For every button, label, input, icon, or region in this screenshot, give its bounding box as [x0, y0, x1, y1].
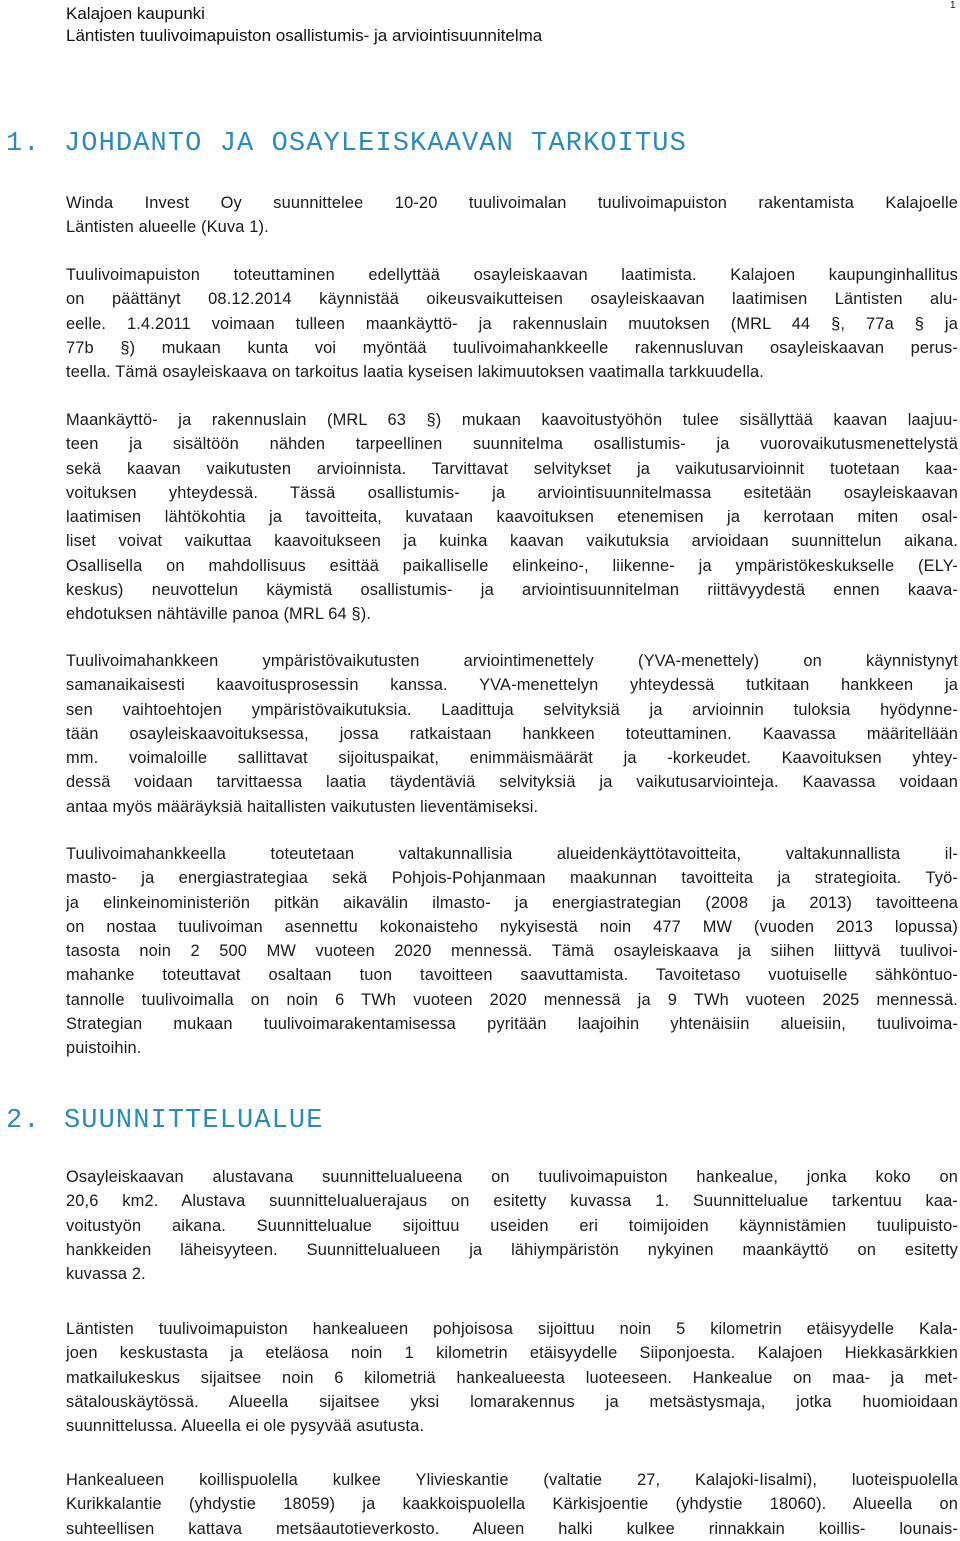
s1-paragraph-2: [66, 263, 958, 384]
s2-paragraph-3: [66, 1468, 958, 1541]
text-line: suhteellisen kattava metsäautotieverkosto. Alueen halki kulkee rinnakkain koillis- lounais-: [66, 1519, 958, 1538]
s1-paragraph-5: [66, 842, 958, 1061]
text-line: Osayleiskaavan alustavana suunnittelualueena on tuulivoimapuiston hankealue, jonka koko on: [66, 1168, 958, 1186]
text-line: liset voivat vaikuttaa kaavoitukseen ja kuinka kaavan vaikutuksia arvioidaan suunnittelun aikana.: [66, 532, 958, 551]
text-line: sätalouskäytössä. Alueella sijaitsee yksi lomarakennus ja metsästysmaja, jotka huomioidaan: [66, 1392, 958, 1411]
text-line: Kurikkalantie (yhdystie 18059) ja kaakkoispuolella Kärkisjoentie (yhdystie 18060). Alueella on: [66, 1495, 958, 1514]
text-line: samanaikaisesti kaavoitusprosessin kanssa. YVA-menettelyn yhteydessä tutkitaan hankkeen ja: [66, 676, 958, 695]
section-1-number: 1.: [6, 129, 41, 159]
text-line: Läntisten alueelle (Kuva 1).: [66, 218, 269, 237]
text-line: antaa myös määräyksiä haitallisten vaikutusten lieventämiseksi.: [66, 797, 539, 816]
text-line: Maankäyttö- ja rakennuslain (MRL 63 §) mukaan kaavoitustyöhön tulee sisällyttää kaavan laajuu-: [66, 411, 958, 429]
text-line: teella. Tämä osayleiskaava on tarkoitus laatia kyseisen lakimuutoksen vaatimalla tarkkuudella.: [66, 363, 765, 382]
s2-paragraph-2: [66, 1317, 958, 1438]
s1-paragraph-3: [66, 408, 958, 627]
text-line: voituksen yhteydessä. Tässä osallistumis- ja arviointisuunnitelmassa esitetään osayleiskaavan: [66, 483, 958, 502]
text-line: hankkeiden läheisyyteen. Suunnittelualueen ja lähiympäristön nykyinen maankäyttö on esitetty: [66, 1240, 958, 1259]
text-line: 77b §) mukaan kunta voi myöntää tuulivoimahankkeelle rakennusluvan osayleiskaavan perus-: [66, 338, 958, 357]
text-line: keskus) neuvottelun käymistä osallistumis- ja arviointisuunnitelman riittävyydestä ennen kaava-: [66, 581, 958, 600]
text-line: kuvassa 2.: [66, 1265, 146, 1284]
text-line: puistoihin.: [66, 1039, 142, 1058]
text-line: teen ja sisältöön nähden tarpeellinen suunnitelma osallistumis- ja vuorovaikutusmenettelystä: [66, 435, 958, 454]
header-organization: Kalajoen kaupunki: [66, 4, 205, 23]
text-line: matkailukeskus sijaitsee noin 6 kilometriä hankealueesta luoteeseen. Hankealue on maa- ja met-: [66, 1368, 958, 1387]
section-2-heading: [6, 1106, 324, 1136]
text-line: tasosta noin 2 500 MW vuoteen 2020 mennessä. Tämä osayleiskaava ja siihen liittyvä tuulivoi-: [66, 942, 958, 961]
text-line: eelle. 1.4.2011 voimaan tulleen maankäyttö- ja rakennuslain muutoksen (MRL 44 §, 77a § ja: [66, 314, 958, 333]
text-line: voitustyön aikana. Suunnittelualue sijoittuu useiden eri toimijoiden käynnistämien tuulipuisto-: [66, 1216, 958, 1235]
text-line: tään osayleiskaavoituksessa, jossa ratkaistaan hankkeen toteuttaminen. Kaavassa määritellään: [66, 724, 958, 743]
text-line: mm. voimaloille sallittavat sijoituspaikat, enimmäismäärät ja -korkeudet. Kaavoituksen yhtey-: [66, 749, 958, 768]
text-line: on päättänyt 08.12.2014 käynnistää oikeusvaikutteisen osayleiskaavan laatimisen Läntisten alu-: [66, 290, 958, 309]
text-line: sen vaihtoehtojen ympäristövaikutuksia. Laadittuja selvityksiä ja arvioinnin tuloksia hyödynne-: [66, 700, 958, 719]
text-line: mahanke toteuttavat osaltaan tuon tavoitteen saavuttamista. Tavoitetaso vuotuiselle sähköntuo-: [66, 966, 958, 985]
s1-paragraph-1: [66, 191, 958, 240]
page-number: 1: [950, 0, 956, 11]
section-1-title: JOHDANTO JA OSAYLEISKAAVAN TARKOITUS: [64, 129, 687, 159]
section-1-heading: [6, 129, 687, 159]
text-line: on nostaa tuulivoiman asennettu kokonaisteho nykyisestä noin 477 MW (vuoden 2013 lopussa): [66, 917, 958, 936]
text-line: Läntisten tuulivoimapuiston hankealueen pohjoisosa sijoittuu noin 5 kilometrin etäisyydelle Kala-: [66, 1320, 958, 1338]
text-line: Winda Invest Oy suunnittelee 10-20 tuulivoimalan tuulivoimapuiston rakentamista Kalajoelle: [66, 194, 958, 212]
section-2-number: 2.: [6, 1106, 41, 1136]
text-line: Osallisella on mahdollisuus esittää paikalliselle elinkeino-, liikenne- ja ympäristökeskukselle (ELY-: [66, 556, 958, 575]
section-2-title: SUUNNITTELUALUE: [64, 1106, 324, 1136]
text-line: ja elinkeinoministeriön pitkän aikavälin ilmasto- ja energiastrategian (2008 ja 2013) tavoitteena: [66, 893, 958, 912]
text-line: Tuulivoimahankkeella toteutetaan valtakunnallisia alueidenkäyttötavoitteita, valtakunnallista il-: [66, 845, 958, 863]
document-header: [66, 3, 542, 47]
text-line: 20,6 km2. Alustava suunnittelualuerajaus on esitetty kuvassa 1. Suunnittelualue tarkentuu kaa-: [66, 1192, 958, 1211]
text-line: Tuulivoimahankkeen ympäristövaikutusten arviointimenettely (YVA-menettely) on käynnistynyt: [66, 652, 958, 670]
text-line: masto- ja energiastrategiaa sekä Pohjois-Pohjanmaan maakunnan tavoitteita ja strategioita. Työ-: [66, 869, 958, 888]
text-line: laatimisen lähtökohtia ja tavoitteita, kuvataan kaavoituksen etenemisen ja kerrotaan miten osal-: [66, 508, 958, 527]
text-line: dessä voidaan tarvittaessa laatia täydentäviä selvityksiä ja vaikutusarviointeja. Kaavassa voidaan: [66, 773, 958, 792]
text-line: Tuulivoimapuiston toteuttaminen edellyttää osayleiskaavan laatimista. Kalajoen kaupunginhallitus: [66, 266, 958, 284]
s2-paragraph-1: [66, 1165, 958, 1286]
s1-paragraph-4: [66, 649, 958, 819]
text-line: tannolle tuulivoimalla on noin 6 TWh vuoteen 2020 mennessä ja 9 TWh vuoteen 2025 mennessä.: [66, 990, 958, 1009]
text-line: ehdotuksen nähtäville panoa (MRL 64 §).: [66, 605, 372, 624]
text-line: suunnittelussa. Alueella ei ole pysyvää asutusta.: [66, 1417, 425, 1436]
text-line: joen keskustasta ja eteläosa noin 1 kilometrin etäisyydelle Siiponjoesta. Kalajoen Hiekkasärkkien: [66, 1344, 958, 1363]
text-line: sekä kaavan vaikutusten arvioinnista. Tarvittavat selvitykset ja vaikutusarvioinnit tuotetaan kaa-: [66, 459, 958, 478]
text-line: Strategian mukaan tuulivoimarakentamisessa pyritään laajoihin yhtenäisiin alueisiin, tuulivoima-: [66, 1015, 958, 1034]
header-document-title: Läntisten tuulivoimapuiston osallistumis- ja arviointisuunnitelma: [66, 26, 543, 45]
text-line: Hankealueen koillispuolella kulkee Ylivieskantie (valtatie 27, Kalajoki-Iisalmi), luoteispuolella: [66, 1471, 958, 1489]
